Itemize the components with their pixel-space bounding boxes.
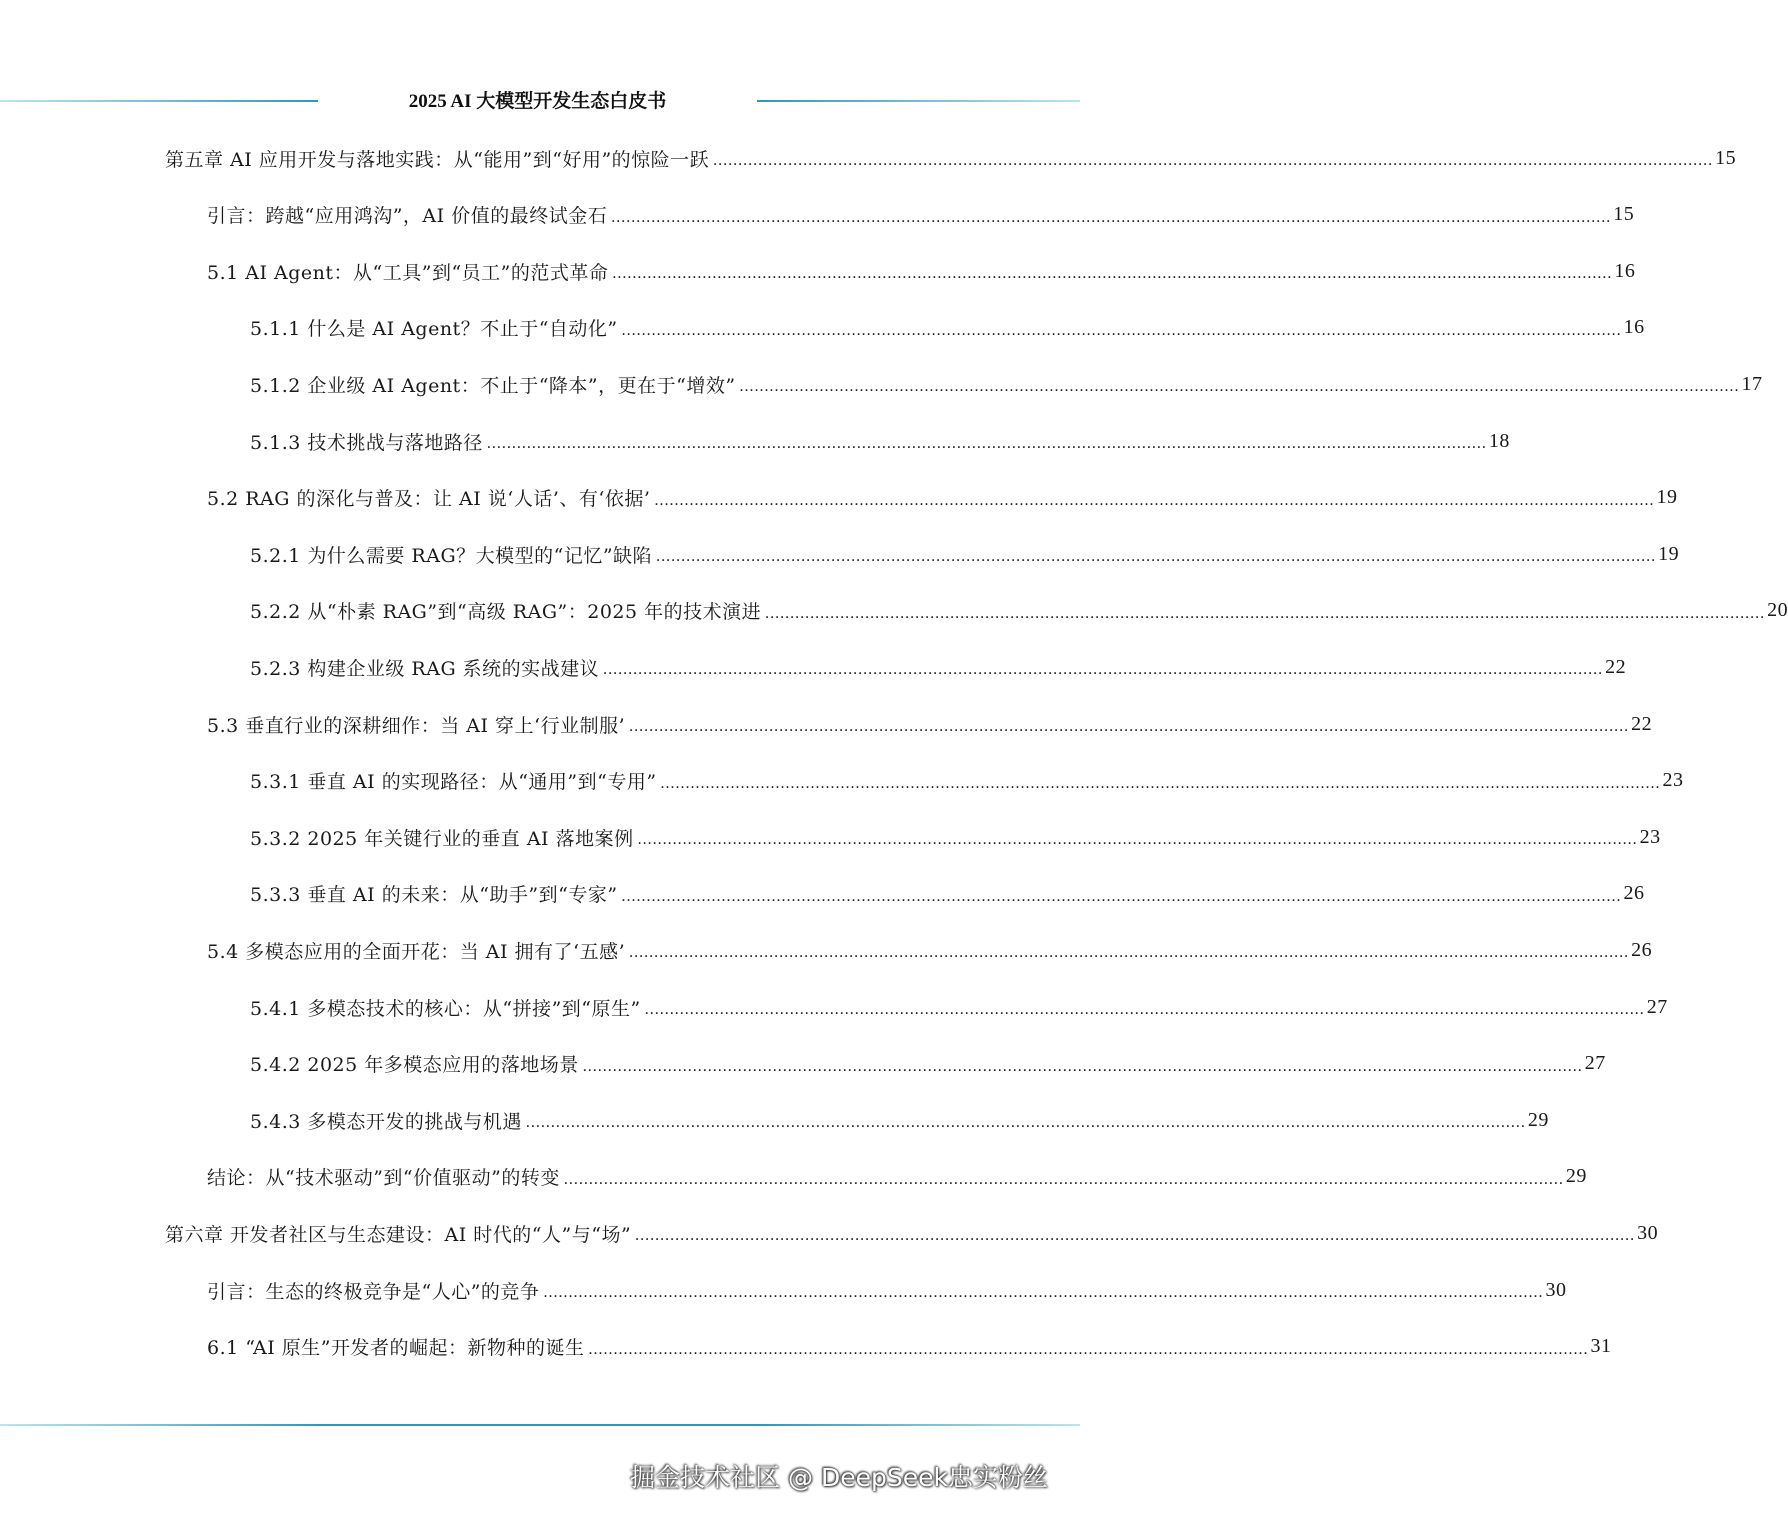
toc-entry-page-number: 26 (1631, 938, 1653, 961)
toc-leader-dots: ........................................................................................................................................................................................................ (644, 1001, 1645, 1018)
toc-entry-page-number: 18 (1488, 429, 1510, 452)
toc-entry-label: 5.2 RAG 的深化与普及：让 AI 说‘人话’、有‘依据’ (207, 488, 651, 511)
toc-entry[interactable] (207, 704, 1653, 744)
toc-entry[interactable] (207, 1270, 1567, 1310)
toc-entry-page-number: 26 (1623, 882, 1645, 905)
toc-entry-label: 5.1.2 企业级 AI Agent：不止于“降本”，更在于“增效” (250, 374, 736, 397)
toc-entry-page-number: 22 (1631, 712, 1653, 735)
toc-entry[interactable] (250, 817, 1661, 857)
toc-entry-label: 5.3.2 2025 年关键行业的垂直 AI 落地案例 (250, 827, 634, 850)
toc-leader-dots: ........................................................................................................................................................................................................ (637, 831, 1638, 849)
toc-leader-dots: ........................................................................................................................................................................................................ (654, 491, 1655, 509)
watermark-text: 掘金技术社区 @ DeepSeek忠实粉丝 (630, 1463, 1048, 1492)
toc-entry[interactable] (207, 1157, 1587, 1197)
toc-entry-label: 5.3.1 垂直 AI 的实现路径：从“通用”到“专用” (250, 771, 657, 794)
toc-entry-page-number: 29 (1527, 1108, 1549, 1131)
toc-entry-label: 结论：从“技术驱动”到“价值驱动”的转变 (207, 1167, 560, 1190)
toc-leader-dots: ........................................................................................................................................................................................................ (543, 1284, 1544, 1301)
toc-entry[interactable] (207, 478, 1678, 518)
toc-entry-label: 5.4.3 多模态开发的挑战与机遇 (250, 1110, 522, 1133)
toc-leader-dots: ........................................................................................................................................................................................................ (765, 604, 1766, 622)
toc-entry-page-number: 20 (1767, 599, 1788, 622)
toc-entry-page-number: 31 (1590, 1335, 1612, 1358)
toc-entry[interactable] (207, 251, 1636, 291)
toc-leader-dots: ........................................................................................................................................................................................................ (603, 661, 1604, 679)
toc-entry-label: 5.2.1 为什么需要 RAG？大模型的“记忆”缺陷 (250, 544, 653, 567)
toc-entry-label: 5.2.3 构建企业级 RAG 系统的实战建议 (250, 657, 600, 680)
toc-entry[interactable] (250, 647, 1627, 687)
toc-entry[interactable] (165, 138, 1737, 178)
toc-entry-page-number: 30 (1545, 1278, 1567, 1301)
toc-entry-page-number: 22 (1605, 655, 1627, 678)
toc-entry-page-number: 15 (1613, 203, 1635, 226)
toc-entry-label: 第五章 AI 应用开发与落地实践：从“能用”到“好用”的惊险一跃 (165, 148, 710, 171)
toc-entry-page-number: 27 (1584, 1052, 1606, 1075)
toc-leader-dots: ........................................................................................................................................................................................................ (660, 774, 1661, 792)
toc-entry[interactable] (250, 591, 1788, 631)
toc-entry-page-number: 30 (1637, 1221, 1659, 1244)
toc-leader-dots: ........................................................................................................................................................................................................ (611, 208, 1612, 226)
toc-entry[interactable] (250, 761, 1684, 801)
toc-leader-dots: ........................................................................................................................................................................................................ (582, 1057, 1583, 1075)
toc-entry-page-number: 16 (1614, 259, 1636, 282)
toc-leader-dots: ........................................................................................................................................................................................................ (621, 887, 1622, 905)
toc-entry-label: 5.1 AI Agent：从“工具”到“员工”的范式革命 (207, 261, 609, 284)
toc-leader-dots: ........................................................................................................................................................................................................ (713, 152, 1714, 169)
toc-entry-page-number: 23 (1662, 769, 1684, 792)
toc-entry-page-number: 29 (1565, 1165, 1587, 1188)
toc-leader-dots: ........................................................................................................................................................................................................ (612, 265, 1613, 283)
toc-leader-dots: ........................................................................................................................................................................................................ (629, 718, 1630, 735)
toc-leader-dots: ........................................................................................................................................................................................................ (621, 321, 1622, 339)
toc-entry-page-number: 15 (1715, 146, 1737, 169)
toc-entry[interactable] (250, 987, 1668, 1027)
toc-entry-label: 第六章 开发者社区与生态建设：AI 时代的“人”与“场” (165, 1223, 632, 1246)
toc-entry-label: 5.4.1 多模态技术的核心：从“拼接”到“原生” (250, 997, 641, 1020)
toc-entry-label: 5.4.2 2025 年多模态应用的落地场景 (250, 1054, 579, 1077)
toc-entry[interactable] (207, 195, 1635, 235)
toc-entry-page-number: 17 (1741, 372, 1763, 395)
toc-entry[interactable] (250, 534, 1680, 574)
toc-entry-label: 5.3.3 垂直 AI 的未来：从“助手”到“专家” (250, 884, 618, 907)
toc-entry-label: 引言：跨越“应用鸿沟”，AI 价值的最终试金石 (207, 205, 608, 228)
toc-entry[interactable] (165, 1213, 1659, 1253)
toc-entry[interactable] (250, 421, 1510, 461)
toc-entry-label: 5.4 多模态应用的全面开花：当 AI 拥有了‘五感’ (207, 940, 626, 963)
header-rule-right (757, 100, 1080, 102)
toc-entry-label: 5.3 垂直行业的深耕细作：当 AI 穿上‘行业制服’ (207, 714, 626, 737)
toc-entry-page-number: 16 (1623, 316, 1645, 339)
toc-entry[interactable] (250, 874, 1645, 914)
toc-entry-page-number: 19 (1658, 542, 1680, 565)
toc-entry[interactable] (207, 1327, 1612, 1367)
toc-entry-page-number: 19 (1656, 486, 1678, 509)
toc-entry[interactable] (250, 308, 1645, 348)
page-header-title: 2025 AI 大模型开发生态白皮书 (408, 91, 667, 112)
toc-leader-dots: ........................................................................................................................................................................................................ (486, 435, 1487, 452)
toc-entry[interactable] (250, 1100, 1549, 1140)
toc-entry-label: 5.1.1 什么是 AI Agent？不止于“自动化” (250, 318, 618, 341)
toc-leader-dots: ........................................................................................................................................................................................................ (563, 1170, 1564, 1188)
toc-leader-dots: ........................................................................................................................................................................................................ (588, 1340, 1589, 1358)
toc-entry[interactable] (250, 364, 1763, 404)
toc-leader-dots: ........................................................................................................................................................................................................ (739, 378, 1740, 396)
toc-leader-dots: ........................................................................................................................................................................................................ (635, 1227, 1636, 1245)
toc-entry-label: 5.1.3 技术挑战与落地路径 (250, 431, 483, 454)
toc-entry-label: 引言：生态的终极竞争是“人心”的竞争 (207, 1280, 540, 1303)
toc-entry-label: 5.2.2 从“朴素 RAG”到“高级 RAG”：2025 年的技术演进 (250, 601, 762, 624)
toc-entry-label: 6.1 “AI 原生”开发者的崛起：新物种的诞生 (207, 1337, 585, 1360)
toc-leader-dots: ........................................................................................................................................................................................................ (629, 944, 1630, 962)
footer-rule (0, 1424, 1080, 1426)
toc-entry[interactable] (250, 1044, 1606, 1084)
header-rule-left (0, 100, 318, 102)
toc-entry-page-number: 23 (1639, 825, 1661, 848)
toc-leader-dots: ........................................................................................................................................................................................................ (656, 548, 1657, 566)
toc-entry-page-number: 27 (1646, 995, 1668, 1018)
toc-entry[interactable] (207, 930, 1653, 970)
toc-leader-dots: ........................................................................................................................................................................................................ (525, 1114, 1526, 1132)
